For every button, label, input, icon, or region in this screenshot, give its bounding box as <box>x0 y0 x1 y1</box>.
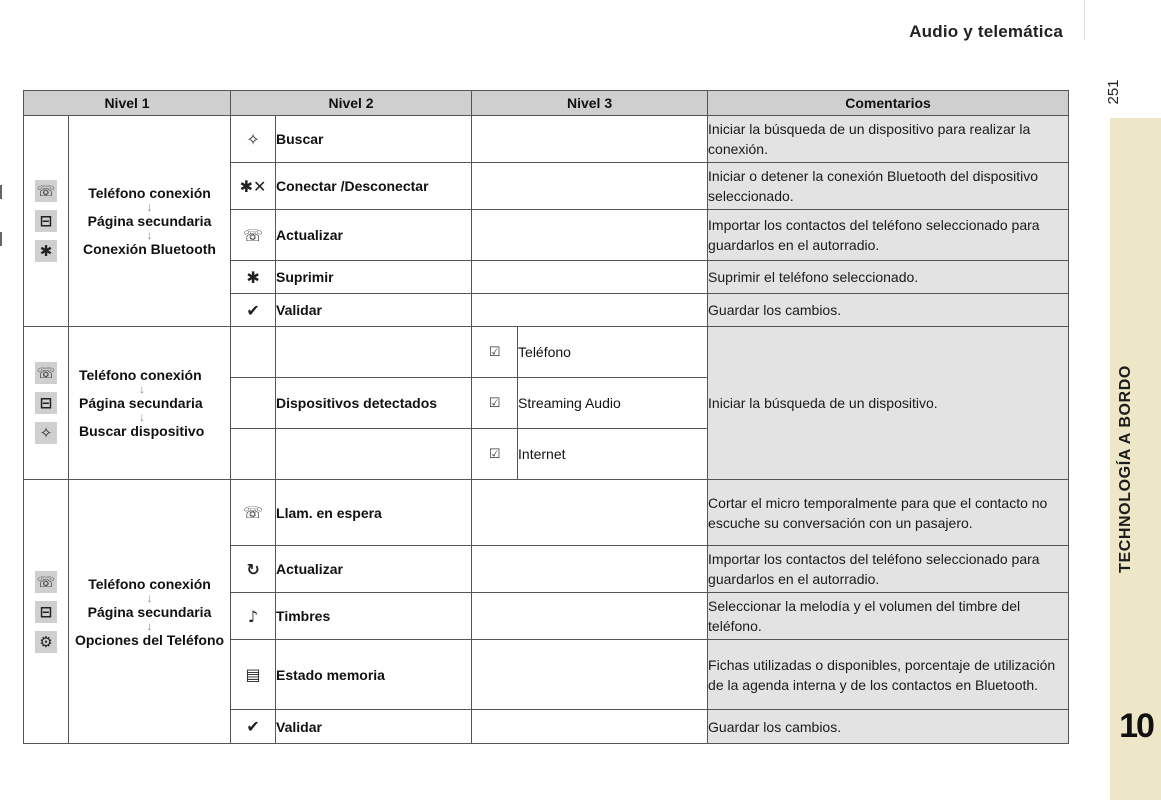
flow-step: Teléfono conexión <box>88 185 211 201</box>
page-number: 251 <box>1104 79 1122 105</box>
option-label: Estado memoria <box>276 640 472 710</box>
table-header-row <box>24 91 1069 116</box>
bluetooth-delete-icon: ✱ <box>231 261 276 294</box>
nivel2-empty <box>276 429 472 480</box>
option-label: Streaming Audio <box>518 378 708 429</box>
option-label: Timbres <box>276 593 472 640</box>
search-icon: ✧ <box>231 116 276 163</box>
checkbox-icon: ☑ <box>472 378 518 429</box>
option-label: Teléfono <box>518 327 708 378</box>
comment-cell: Importar los contactos del teléfono seleccionado para guardarlos en el autorradio. <box>708 546 1069 593</box>
header-rule <box>1084 0 1085 40</box>
phone-settings-icon: ⚙ <box>35 631 57 653</box>
comment-cell: Iniciar la búsqueda de un dispositivo. <box>708 327 1069 480</box>
nivel1-flow <box>69 480 231 744</box>
nivel3-empty <box>472 116 708 163</box>
menu-table <box>23 90 1069 744</box>
arrow-down-icon: ↓ <box>139 382 145 396</box>
phone-refresh-icon: ☏ <box>231 210 276 261</box>
arrow-down-icon: ↓ <box>146 228 153 242</box>
phone-icon: ☏ <box>36 364 56 382</box>
flow-step: Buscar dispositivo <box>79 423 205 439</box>
page-icon: ⊟ <box>35 601 57 623</box>
flow-step: Página secundaria <box>87 213 212 229</box>
nivel1-flow <box>69 116 231 327</box>
arrow-down-icon: ↓ <box>146 590 153 605</box>
nivel1-icons <box>24 327 69 480</box>
nivel2-empty <box>231 327 276 378</box>
option-label: Dispositivos detectados <box>276 378 472 429</box>
arrow-down-icon: ↓ <box>146 618 153 633</box>
flow-step: Conexión Bluetooth <box>83 241 216 257</box>
nivel3-empty <box>472 294 708 327</box>
option-label: Buscar <box>276 116 472 163</box>
nivel3-empty <box>472 546 708 593</box>
comment-cell: Guardar los cambios. <box>708 710 1069 744</box>
nivel3-empty <box>472 210 708 261</box>
flow-step: Teléfono conexión <box>88 575 211 592</box>
nivel3-empty <box>472 640 708 710</box>
nivel2-empty <box>231 429 276 480</box>
option-label: Actualizar <box>276 210 472 261</box>
nivel3-empty <box>472 593 708 640</box>
flow-step: Opciones del Teléfono <box>74 631 225 648</box>
comment-cell: Importar los contactos del teléfono seleccionado para guardarlos en el autorradio. <box>708 210 1069 261</box>
table-row <box>24 116 1069 163</box>
option-label: Conectar /Desconectar <box>276 163 472 210</box>
chapter-number: 10 <box>1119 707 1153 745</box>
bluetooth-connect-icon: ✱✕ <box>231 163 276 210</box>
table-row <box>24 480 1069 546</box>
col-header-nivel3: Nivel 3 <box>472 91 708 116</box>
page-icon: ⊟ <box>35 392 57 414</box>
page-icon: ⊟ <box>35 210 57 232</box>
bluetooth-icon: ✱ <box>35 240 57 262</box>
comment-cell: Seleccionar la melodía y el volumen del timbre del teléfono. <box>708 593 1069 640</box>
col-header-nivel1: Nivel 1 <box>24 91 231 116</box>
option-label: Llam. en espera <box>276 480 472 546</box>
nivel3-empty <box>472 710 708 744</box>
phone-icon: ☏ <box>36 182 56 200</box>
flow-step: Página secundaria <box>79 395 203 411</box>
comment-cell: Fichas utilizadas o disponibles, porcentaje de utilización de la agenda interna y de los contactos en Bluetooth. <box>708 640 1069 710</box>
col-header-nivel2: Nivel 2 <box>231 91 472 116</box>
chapter-tab-text: TECHNOLOGÍA A BORDO <box>1117 365 1134 573</box>
arrow-down-icon: ↓ <box>146 200 153 214</box>
flow-step: Página secundaria <box>87 603 212 620</box>
comment-cell: Suprimir el teléfono seleccionado. <box>708 261 1069 294</box>
nivel3-empty <box>472 480 708 546</box>
phone-icon: ☏ <box>36 572 56 591</box>
flow-step: Teléfono conexión <box>79 367 202 383</box>
memory-icon: ▤ <box>231 640 276 710</box>
search-icon: ✧ <box>35 422 57 444</box>
option-label: Internet <box>518 429 708 480</box>
ringtone-icon: ♪ <box>231 593 276 640</box>
comment-cell: Iniciar o detener la conexión Bluetooth del dispositivo seleccionado. <box>708 163 1069 210</box>
table-row <box>24 327 1069 378</box>
nivel2-empty <box>276 327 472 378</box>
nivel1-icons <box>24 116 69 327</box>
nivel3-empty <box>472 261 708 294</box>
option-label: Actualizar <box>276 546 472 593</box>
comment-cell: Guardar los cambios. <box>708 294 1069 327</box>
nivel2-empty <box>231 378 276 429</box>
checkbox-icon: ☑ <box>472 327 518 378</box>
nivel1-flow <box>69 327 231 480</box>
page-section-title: Audio y telemática <box>909 22 1063 41</box>
nivel3-empty <box>472 163 708 210</box>
comment-cell: Cortar el micro temporalmente para que el contacto no escuche su conversación con un pasajero. <box>708 480 1069 546</box>
option-label: Suprimir <box>276 261 472 294</box>
comment-cell: Iniciar la búsqueda de un dispositivo para realizar la conexión. <box>708 116 1069 163</box>
checkmark-icon: ✔ <box>231 294 276 327</box>
nivel1-icons <box>24 480 69 744</box>
checkmark-icon: ✔ <box>231 710 276 744</box>
refresh-icon: ↻ <box>231 546 276 593</box>
arrow-down-icon: ↓ <box>139 410 145 424</box>
option-label: Validar <box>276 710 472 744</box>
option-label: Validar <box>276 294 472 327</box>
checkbox-icon: ☑ <box>472 429 518 480</box>
call-waiting-icon: ☏ <box>231 480 276 546</box>
col-header-comentarios: Comentarios <box>708 91 1069 116</box>
